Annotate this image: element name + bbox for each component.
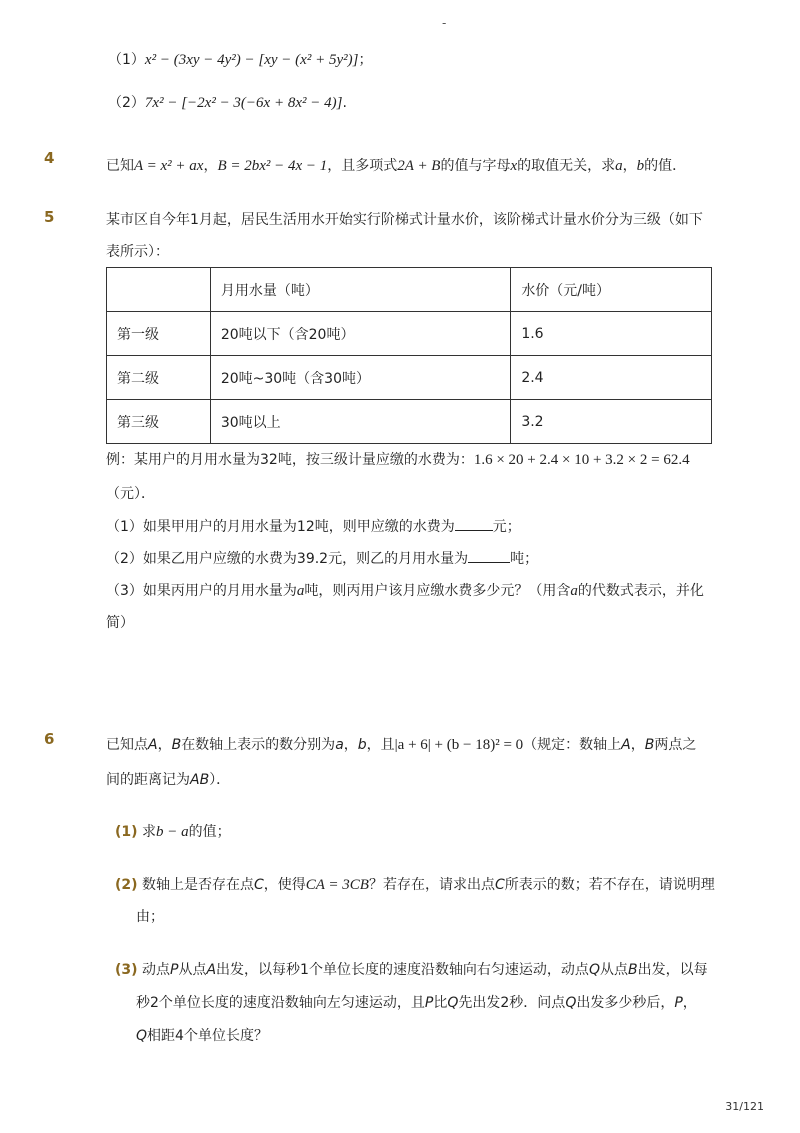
q6-text: 两点之: [654, 737, 697, 753]
table-cell: 2.4: [511, 356, 712, 400]
q6-point-q: Q: [588, 962, 600, 978]
sub-item-2-expression: 7x² − [−2x² − 3(−6x + 8x² − 4)]: [144, 95, 343, 111]
q6-point-b: B: [627, 962, 638, 978]
question-5-example-unit: （元）．: [106, 486, 155, 502]
table-row: [107, 312, 712, 356]
q6-point-c: C: [494, 877, 505, 893]
answer-blank: [455, 516, 493, 531]
question-6-sub-3-line-1: [115, 960, 708, 980]
table-cell: 20吨~30吨（含30吨）: [210, 356, 510, 400]
table-cell: 第三级: [107, 400, 211, 444]
q6-var-a: a: [335, 737, 344, 753]
q6-point-a: A: [621, 737, 631, 753]
q6-text: ）．: [209, 772, 231, 788]
q6-point-c: C: [254, 877, 264, 893]
question-6-sub-3-line-2: [136, 993, 697, 1013]
table-cell: 30吨以上: [210, 400, 510, 444]
table-cell: 第二级: [107, 356, 211, 400]
example-text: 例：某用户的月用水量为32吨，按三级计量应缴的水费为：: [106, 452, 474, 468]
q6-s2-expr: CA = 3CB: [305, 877, 369, 893]
table-cell: 20吨以下（含20吨）: [210, 312, 510, 356]
sub-1-text: （1）如果甲用户的月用水量为12吨，则甲应缴的水费为: [106, 519, 455, 535]
question-6-line-1: [106, 735, 696, 755]
sub-2-unit: 吨；: [510, 551, 539, 567]
q6-text: ，且: [366, 737, 395, 753]
q4-var-b: b: [636, 158, 645, 174]
question-5-sub-3: [106, 581, 704, 601]
sub-item-2-end: .: [342, 95, 347, 111]
q6-s3-text: 出发多少秒后，: [576, 995, 675, 1011]
q6-point-p: P: [674, 995, 683, 1011]
question-5-intro-line-1: 某市区自今年1月起，居民生活用水开始实行阶梯式计量水价，该阶梯式计量水价分为三级（如下: [106, 212, 703, 228]
sub-3-text-3: 的代数式表示，并化: [577, 583, 704, 599]
q6-var-b: b: [357, 737, 367, 753]
question-6-line-2: [106, 770, 230, 790]
q6-point-b: B: [644, 737, 655, 753]
question-6-sub-2-cont: 由；: [136, 909, 164, 925]
sub-item-1-expression: x² − (3xy − 4y²) − [xy − (x² + 5y²)]: [144, 52, 359, 68]
question-number-5: 5: [44, 208, 55, 226]
q4-text-2: ，且多项式: [327, 158, 398, 174]
q6-point-b: B: [171, 737, 182, 753]
table-cell: 第一级: [107, 312, 211, 356]
q6-point-p: P: [424, 995, 434, 1011]
table-header-cell: 水价（元/吨）: [511, 268, 712, 312]
q6-s1-text: 的值；: [188, 824, 231, 840]
q4-text-3: 的值与字母: [440, 158, 511, 174]
q6-s2-text: ？若存在，请求出点: [368, 877, 495, 893]
q6-s1-expr: b − a: [156, 824, 189, 840]
q4-comma: ，: [203, 158, 218, 174]
q6-segment-ab: AB: [190, 772, 210, 788]
table-row: [107, 356, 712, 400]
q6-s2-text: ，使得: [263, 877, 306, 893]
question-6-sub-1: [115, 822, 231, 842]
sub-1-unit: 元；: [492, 519, 521, 535]
water-fee-table: [106, 267, 712, 444]
q6-s3-text: 秒2个单位长度的速度沿数轴向左匀速运动，且: [136, 995, 425, 1011]
sub-item-1: [108, 50, 372, 70]
q4-poly: 2A + B: [397, 158, 441, 174]
sub-item-1-end: ；: [358, 52, 373, 68]
sub-item-1-number: （1）: [108, 52, 145, 68]
q6-point-q: Q: [447, 995, 459, 1011]
q4-def-b: B = 2bx² − 4x − 1: [217, 158, 328, 174]
sub-3-text-2: 吨，则丙用户该月应缴水费多少元？（用含: [304, 583, 571, 599]
sub-3-text-1: （3）如果丙用户的月用水量为: [106, 583, 297, 599]
question-4-text: [106, 156, 686, 176]
q6-point-q: Q: [136, 1028, 148, 1044]
q6-sep: ，: [343, 737, 358, 753]
question-5-sub-2: [106, 548, 538, 569]
table-header-cell: 月用水量（吨）: [210, 268, 510, 312]
sub-number-2: (2): [115, 877, 138, 893]
q6-point-a: A: [206, 962, 217, 978]
q6-condition: |a + 6| + (b − 18)² = 0: [394, 737, 524, 753]
q6-s1-text: 求: [142, 824, 156, 840]
q4-text-5: 的值．: [644, 158, 687, 174]
q6-text: 已知点: [106, 737, 148, 753]
answer-blank: [468, 548, 510, 563]
page-number: 31/121: [725, 1100, 764, 1113]
sub-number-3: (3): [115, 962, 138, 978]
q6-s3-text: 先出发2秒．问点: [458, 995, 566, 1011]
table-cell: 3.2: [511, 400, 712, 444]
q6-text: （规定：数轴上: [523, 737, 622, 753]
q6-s3-text: 出发，以每秒1个单位长度的速度沿数轴向右匀速运动，动点: [216, 962, 589, 978]
header-mark: -: [442, 16, 447, 30]
q6-s3-text: 出发，以每: [637, 962, 708, 978]
sub-2-text: （2）如果乙用户应缴的水费为39.2元，则乙的月用水量为: [106, 551, 469, 567]
q6-s3-text: 从点: [178, 962, 207, 978]
table-header-cell: [107, 268, 211, 312]
q6-s2-text: 数轴上是否存在点: [142, 877, 254, 893]
q4-sep: ，: [622, 158, 637, 174]
q6-s2-text: 所表示的数；若不存在，请说明理: [504, 877, 715, 893]
q6-point-p: P: [170, 962, 179, 978]
q4-var-a: a: [615, 158, 623, 174]
question-6-sub-2: [115, 875, 715, 895]
question-number-4: 4: [44, 149, 55, 167]
table-header-row: [107, 268, 712, 312]
table-row: [107, 400, 712, 444]
table-cell: 1.6: [511, 312, 712, 356]
q4-var-x: x: [510, 158, 518, 174]
q4-def-a: A = x² + ax: [134, 158, 204, 174]
sub-number-1: (1): [115, 824, 138, 840]
q6-sep: ，: [682, 995, 697, 1011]
q6-s3-text: 动点: [142, 962, 170, 978]
sub-item-2: [108, 93, 347, 113]
q6-point-a: A: [148, 737, 158, 753]
q6-text: 间的距离记为: [106, 772, 190, 788]
sub-3-var-a: a: [570, 583, 578, 599]
sub-item-2-number: （2）: [108, 95, 145, 111]
q6-point-q: Q: [565, 995, 577, 1011]
question-5-intro-line-2: 表所示）：: [106, 244, 169, 260]
q6-sep: ，: [157, 737, 172, 753]
question-5-sub-3-cont: 简）: [106, 615, 134, 631]
q6-s3-text: 从点: [599, 962, 628, 978]
question-5-sub-1: [106, 516, 521, 537]
q6-sep: ，: [630, 737, 645, 753]
q6-text: 在数轴上表示的数分别为: [181, 737, 336, 753]
question-6-sub-3-line-3: [136, 1026, 268, 1046]
sub-3-var-a: a: [296, 583, 305, 599]
q6-s3-text: 相距4个单位长度？: [147, 1028, 268, 1044]
question-number-6: 6: [44, 730, 55, 748]
question-5-example: [106, 450, 690, 470]
q4-text-1: 已知: [106, 158, 134, 174]
example-formula: 1.6 × 20 + 2.4 × 10 + 3.2 × 2 = 62.4: [473, 452, 690, 468]
q6-s3-text: 比: [433, 995, 448, 1011]
q4-text-4: 的取值无关，求: [517, 158, 616, 174]
